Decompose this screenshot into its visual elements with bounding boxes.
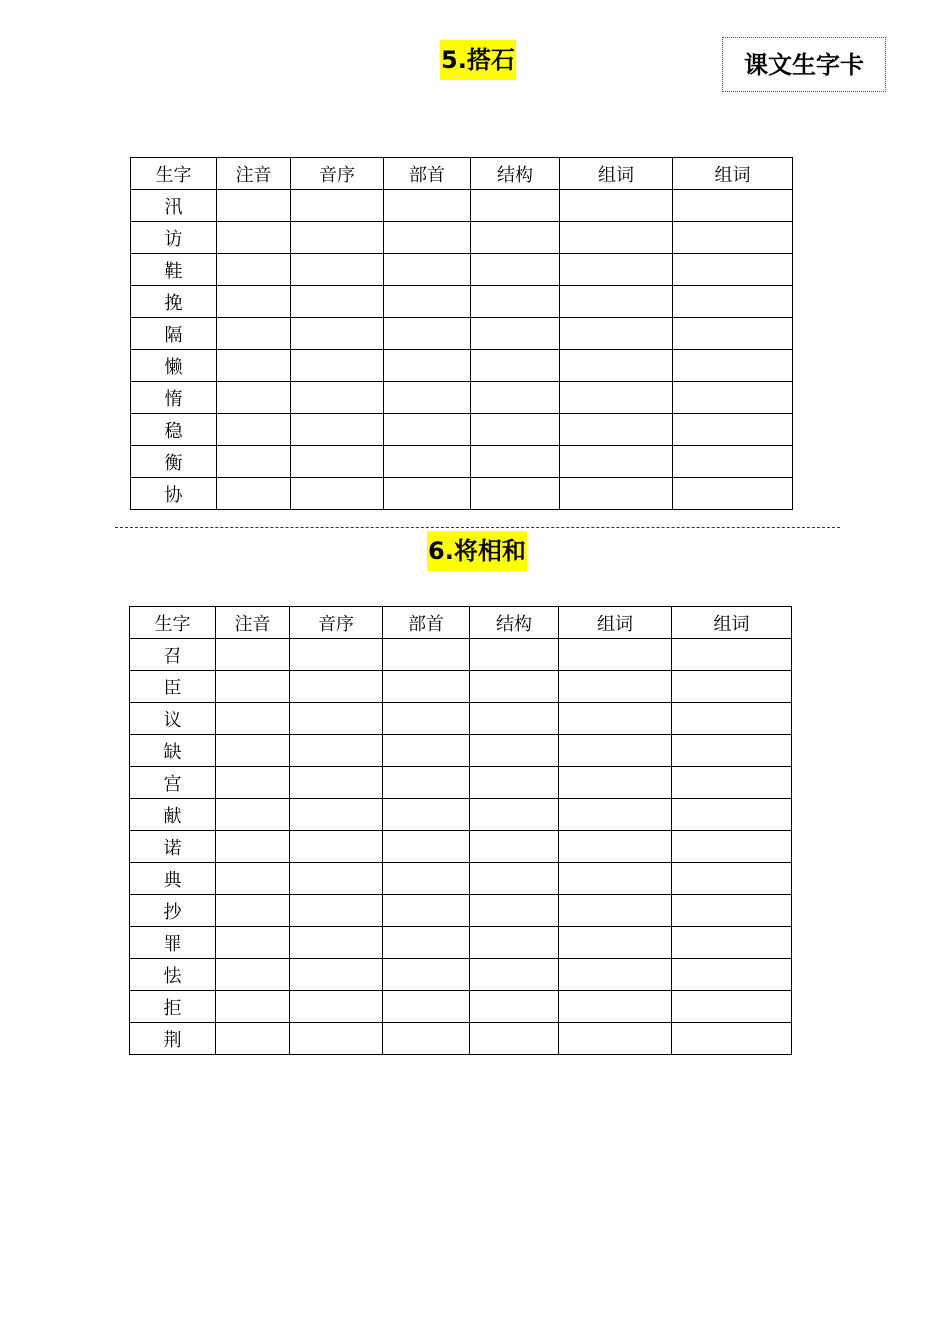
blank-cell [470, 703, 559, 735]
char-table [130, 157, 793, 510]
blank-cell [559, 703, 672, 735]
blank-cell [470, 991, 559, 1023]
column-header: 结构 [471, 158, 560, 190]
blank-cell [470, 671, 559, 703]
character-cell: 议 [130, 703, 216, 735]
character-cell: 访 [131, 222, 217, 254]
character-cell: 献 [130, 799, 216, 831]
blank-cell [470, 767, 559, 799]
blank-cell [216, 831, 290, 863]
blank-cell [470, 959, 559, 991]
table-row [131, 318, 793, 350]
blank-cell [217, 222, 291, 254]
column-header: 注音 [216, 607, 290, 639]
blank-cell [383, 863, 470, 895]
blank-cell [217, 350, 291, 382]
blank-cell [217, 478, 291, 510]
table-row [130, 671, 792, 703]
character-cell: 抄 [130, 895, 216, 927]
blank-cell [291, 254, 384, 286]
character-cell: 怯 [130, 959, 216, 991]
header-row [131, 158, 793, 190]
character-cell: 召 [130, 639, 216, 671]
blank-cell [216, 671, 290, 703]
table-row [131, 350, 793, 382]
blank-cell [384, 446, 471, 478]
character-cell: 稳 [131, 414, 217, 446]
table-row [130, 767, 792, 799]
blank-cell [559, 991, 672, 1023]
blank-cell [559, 959, 672, 991]
blank-cell [673, 414, 793, 446]
column-header: 音序 [291, 158, 384, 190]
blank-cell [673, 478, 793, 510]
blank-cell [560, 254, 673, 286]
blank-cell [673, 446, 793, 478]
blank-cell [384, 286, 471, 318]
blank-cell [290, 799, 383, 831]
blank-cell [383, 991, 470, 1023]
blank-cell [216, 927, 290, 959]
blank-cell [471, 222, 560, 254]
blank-cell [672, 799, 792, 831]
blank-cell [560, 446, 673, 478]
blank-cell [383, 735, 470, 767]
table-row [130, 735, 792, 767]
blank-cell [470, 831, 559, 863]
blank-cell [471, 350, 560, 382]
blank-cell [673, 318, 793, 350]
table-row [131, 254, 793, 286]
blank-cell [291, 478, 384, 510]
blank-cell [290, 1023, 383, 1055]
blank-cell [559, 863, 672, 895]
blank-cell [673, 286, 793, 318]
column-header: 组词 [560, 158, 673, 190]
blank-cell [216, 735, 290, 767]
blank-cell [290, 863, 383, 895]
blank-cell [470, 639, 559, 671]
character-cell: 隔 [131, 318, 217, 350]
blank-cell [291, 286, 384, 318]
column-header: 结构 [470, 607, 559, 639]
character-cell: 协 [131, 478, 217, 510]
character-cell: 拒 [130, 991, 216, 1023]
blank-cell [672, 991, 792, 1023]
character-cell: 荆 [130, 1023, 216, 1055]
character-cell: 臣 [130, 671, 216, 703]
blank-cell [672, 1023, 792, 1055]
blank-cell [291, 350, 384, 382]
blank-cell [383, 671, 470, 703]
blank-cell [383, 767, 470, 799]
table-row [131, 190, 793, 222]
blank-cell [672, 863, 792, 895]
blank-cell [290, 735, 383, 767]
table-row [131, 286, 793, 318]
blank-cell [672, 735, 792, 767]
table-row [130, 639, 792, 671]
blank-cell [559, 799, 672, 831]
blank-cell [383, 1023, 470, 1055]
blank-cell [559, 1023, 672, 1055]
blank-cell [559, 895, 672, 927]
table-row [131, 382, 793, 414]
blank-cell [216, 863, 290, 895]
character-cell: 诺 [130, 831, 216, 863]
blank-cell [217, 190, 291, 222]
blank-cell [560, 478, 673, 510]
blank-cell [470, 1023, 559, 1055]
blank-cell [470, 863, 559, 895]
blank-cell [471, 190, 560, 222]
blank-cell [216, 639, 290, 671]
character-cell: 缺 [130, 735, 216, 767]
blank-cell [560, 190, 673, 222]
blank-cell [559, 767, 672, 799]
blank-cell [673, 254, 793, 286]
blank-cell [672, 895, 792, 927]
column-header: 音序 [290, 607, 383, 639]
blank-cell [290, 831, 383, 863]
blank-cell [471, 446, 560, 478]
table-row [130, 991, 792, 1023]
blank-cell [217, 254, 291, 286]
blank-cell [216, 991, 290, 1023]
blank-cell [384, 350, 471, 382]
blank-cell [216, 959, 290, 991]
blank-cell [471, 382, 560, 414]
column-header: 组词 [672, 607, 792, 639]
blank-cell [560, 222, 673, 254]
blank-cell [291, 222, 384, 254]
blank-cell [290, 767, 383, 799]
column-header: 部首 [384, 158, 471, 190]
blank-cell [217, 414, 291, 446]
column-header: 注音 [217, 158, 291, 190]
blank-cell [672, 959, 792, 991]
blank-cell [672, 671, 792, 703]
blank-cell [673, 382, 793, 414]
column-header: 生字 [131, 158, 217, 190]
blank-cell [559, 639, 672, 671]
lesson-title: 6.将相和 [427, 531, 527, 571]
blank-cell [470, 927, 559, 959]
character-cell: 懒 [131, 350, 217, 382]
blank-cell [290, 895, 383, 927]
blank-cell [384, 222, 471, 254]
blank-cell [216, 703, 290, 735]
table-row [130, 895, 792, 927]
blank-cell [383, 927, 470, 959]
blank-cell [471, 286, 560, 318]
blank-cell [560, 286, 673, 318]
blank-cell [471, 254, 560, 286]
blank-cell [216, 767, 290, 799]
table-row [130, 1023, 792, 1055]
blank-cell [560, 350, 673, 382]
blank-cell [383, 959, 470, 991]
lesson-title: 5.搭石 [440, 40, 516, 80]
blank-cell [672, 639, 792, 671]
blank-cell [471, 478, 560, 510]
blank-cell [383, 703, 470, 735]
blank-cell [673, 222, 793, 254]
character-cell: 宫 [130, 767, 216, 799]
blank-cell [290, 991, 383, 1023]
blank-cell [383, 639, 470, 671]
blank-cell [560, 414, 673, 446]
blank-cell [672, 767, 792, 799]
table-row [131, 478, 793, 510]
blank-cell [216, 1023, 290, 1055]
table-row [130, 959, 792, 991]
blank-cell [383, 799, 470, 831]
blank-cell [559, 927, 672, 959]
blank-cell [672, 831, 792, 863]
character-cell: 衡 [131, 446, 217, 478]
blank-cell [384, 254, 471, 286]
blank-cell [560, 318, 673, 350]
blank-cell [216, 895, 290, 927]
blank-cell [290, 927, 383, 959]
blank-cell [384, 414, 471, 446]
blank-cell [384, 382, 471, 414]
character-cell: 惰 [131, 382, 217, 414]
blank-cell [672, 703, 792, 735]
blank-cell [673, 350, 793, 382]
blank-cell [673, 190, 793, 222]
blank-cell [290, 703, 383, 735]
blank-cell [471, 318, 560, 350]
blank-cell [290, 671, 383, 703]
character-cell: 鞋 [131, 254, 217, 286]
character-cell: 典 [130, 863, 216, 895]
blank-cell [470, 799, 559, 831]
blank-cell [290, 959, 383, 991]
blank-cell [470, 895, 559, 927]
blank-cell [217, 446, 291, 478]
blank-cell [559, 831, 672, 863]
table-row [130, 831, 792, 863]
table-row [130, 703, 792, 735]
blank-cell [560, 382, 673, 414]
blank-cell [559, 735, 672, 767]
card-badge: 课文生字卡 [722, 37, 886, 92]
char-table [129, 606, 792, 1055]
column-header: 部首 [383, 607, 470, 639]
blank-cell [217, 318, 291, 350]
blank-cell [672, 927, 792, 959]
blank-cell [291, 414, 384, 446]
blank-cell [384, 190, 471, 222]
table-row [131, 414, 793, 446]
blank-cell [291, 318, 384, 350]
table-row [131, 446, 793, 478]
blank-cell [383, 895, 470, 927]
blank-cell [291, 190, 384, 222]
blank-cell [471, 414, 560, 446]
header-row [130, 607, 792, 639]
table-row [130, 799, 792, 831]
table-row [130, 927, 792, 959]
section-divider [115, 527, 840, 528]
blank-cell [216, 799, 290, 831]
column-header: 组词 [673, 158, 793, 190]
character-cell: 挽 [131, 286, 217, 318]
blank-cell [384, 478, 471, 510]
blank-cell [290, 639, 383, 671]
blank-cell [384, 318, 471, 350]
blank-cell [470, 735, 559, 767]
column-header: 生字 [130, 607, 216, 639]
table-row [131, 222, 793, 254]
blank-cell [383, 831, 470, 863]
character-cell: 罪 [130, 927, 216, 959]
blank-cell [559, 671, 672, 703]
column-header: 组词 [559, 607, 672, 639]
blank-cell [291, 382, 384, 414]
table-row [130, 863, 792, 895]
blank-cell [291, 446, 384, 478]
blank-cell [217, 382, 291, 414]
character-cell: 汛 [131, 190, 217, 222]
blank-cell [217, 286, 291, 318]
